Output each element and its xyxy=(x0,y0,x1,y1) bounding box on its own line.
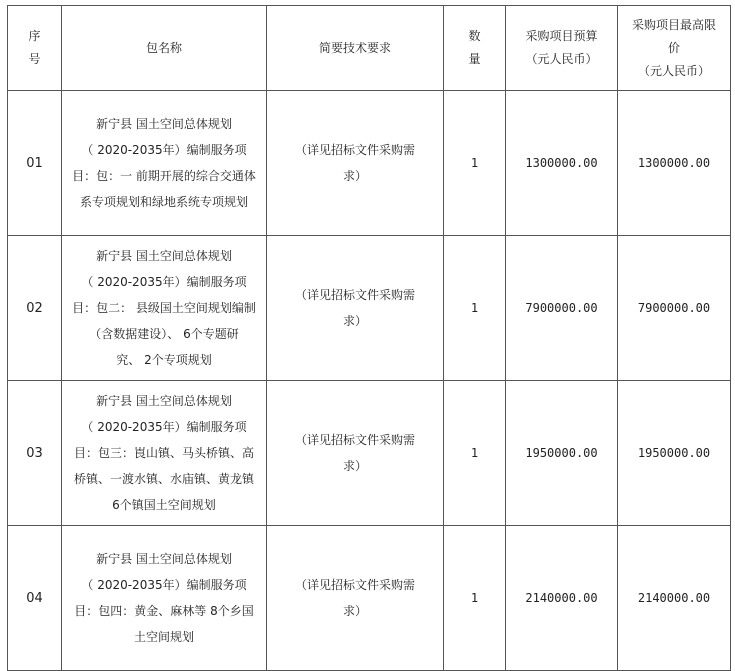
name-line: 6个镇国土空间规划 xyxy=(112,498,216,512)
req-line: （详见招标文件采购需 xyxy=(294,433,415,447)
row-name xyxy=(62,91,267,236)
req-line: 求） xyxy=(342,314,367,328)
row-seq: 04 xyxy=(8,526,62,671)
row-max-price: 1950000.00 xyxy=(618,381,731,526)
row-seq: 03 xyxy=(8,381,62,526)
name-line: 新宁县 国土空间总体规划 xyxy=(96,552,232,566)
procurement-table xyxy=(7,5,731,671)
row-qty: 1 xyxy=(444,236,506,381)
req-line: 求） xyxy=(342,604,367,618)
table-row xyxy=(8,526,731,671)
name-line: （ 2020-2035年）编制服务项 xyxy=(81,578,247,592)
name-line: 桥镇、一渡水镇、水庙镇、黄龙镇 xyxy=(73,472,254,486)
row-max-price: 2140000.00 xyxy=(618,526,731,671)
row-qty: 1 xyxy=(444,381,506,526)
row-qty: 1 xyxy=(444,526,506,671)
header-budget-line2: （元人民币） xyxy=(525,52,598,66)
name-line: 系专项规划和绿地系统专项规划 xyxy=(79,195,248,209)
row-budget: 1950000.00 xyxy=(506,381,618,526)
name-line: 新宁县 国土空间总体规划 xyxy=(96,394,232,408)
name-line: （含数据建设）、 6个专题研 xyxy=(89,327,239,341)
header-seq-line1: 序 xyxy=(28,29,41,43)
row-name xyxy=(62,526,267,671)
name-line: （ 2020-2035年）编制服务项 xyxy=(81,275,247,289)
table-row xyxy=(8,236,731,381)
header-name-text: 包名称 xyxy=(145,40,182,55)
name-line: 目：包四：黄金、麻林等 8个乡国 xyxy=(74,604,254,618)
name-line: 新宁县 国土空间总体规划 xyxy=(96,249,232,263)
row-max-price: 1300000.00 xyxy=(618,91,731,236)
row-requirements xyxy=(267,526,444,671)
name-line: 土空间规划 xyxy=(133,630,194,644)
header-budget-line1: 采购项目预算 xyxy=(525,29,598,43)
header-name xyxy=(62,6,267,91)
req-line: 求） xyxy=(342,169,367,183)
row-seq: 02 xyxy=(8,236,62,381)
header-qty-line2: 量 xyxy=(468,52,481,66)
row-budget: 2140000.00 xyxy=(506,526,618,671)
header-qty-line1: 数 xyxy=(468,29,481,43)
name-line: 目：包：一 前期开展的综合交通体 xyxy=(72,169,256,183)
name-line: 究、 2个专项规划 xyxy=(116,353,212,367)
row-requirements xyxy=(267,236,444,381)
row-requirements xyxy=(267,381,444,526)
name-line: 新宁县 国土空间总体规划 xyxy=(96,117,232,131)
header-seq xyxy=(8,6,62,91)
header-max-price-line3: （元人民币） xyxy=(637,63,710,78)
name-line: （ 2020-2035年）编制服务项 xyxy=(81,143,247,157)
row-max-price: 7900000.00 xyxy=(618,236,731,381)
req-line: （详见招标文件采购需 xyxy=(294,288,415,302)
header-requirements-text: 简要技术要求 xyxy=(318,40,391,55)
name-line: 目：包三：崀山镇、马头桥镇、高 xyxy=(73,446,254,460)
header-max-price xyxy=(618,6,731,91)
row-name xyxy=(62,381,267,526)
header-qty xyxy=(444,6,506,91)
name-line: 目：包二： 县级国土空间规划编制 xyxy=(72,301,256,315)
header-max-price-line1: 采购项目最高限 xyxy=(631,17,716,32)
header-row xyxy=(8,6,731,91)
row-budget: 1300000.00 xyxy=(506,91,618,236)
row-name xyxy=(62,236,267,381)
row-requirements xyxy=(267,91,444,236)
table-row xyxy=(8,381,731,526)
name-line: （ 2020-2035年）编制服务项 xyxy=(81,420,247,434)
header-budget xyxy=(506,6,618,91)
header-requirements xyxy=(267,6,444,91)
row-seq: 01 xyxy=(8,91,62,236)
req-line: 求） xyxy=(342,459,367,473)
req-line: （详见招标文件采购需 xyxy=(294,578,415,592)
row-budget: 7900000.00 xyxy=(506,236,618,381)
header-seq-line2: 号 xyxy=(28,52,41,66)
table-row xyxy=(8,91,731,236)
row-qty: 1 xyxy=(444,91,506,236)
req-line: （详见招标文件采购需 xyxy=(294,143,415,157)
header-max-price-line2: 价 xyxy=(667,40,680,55)
